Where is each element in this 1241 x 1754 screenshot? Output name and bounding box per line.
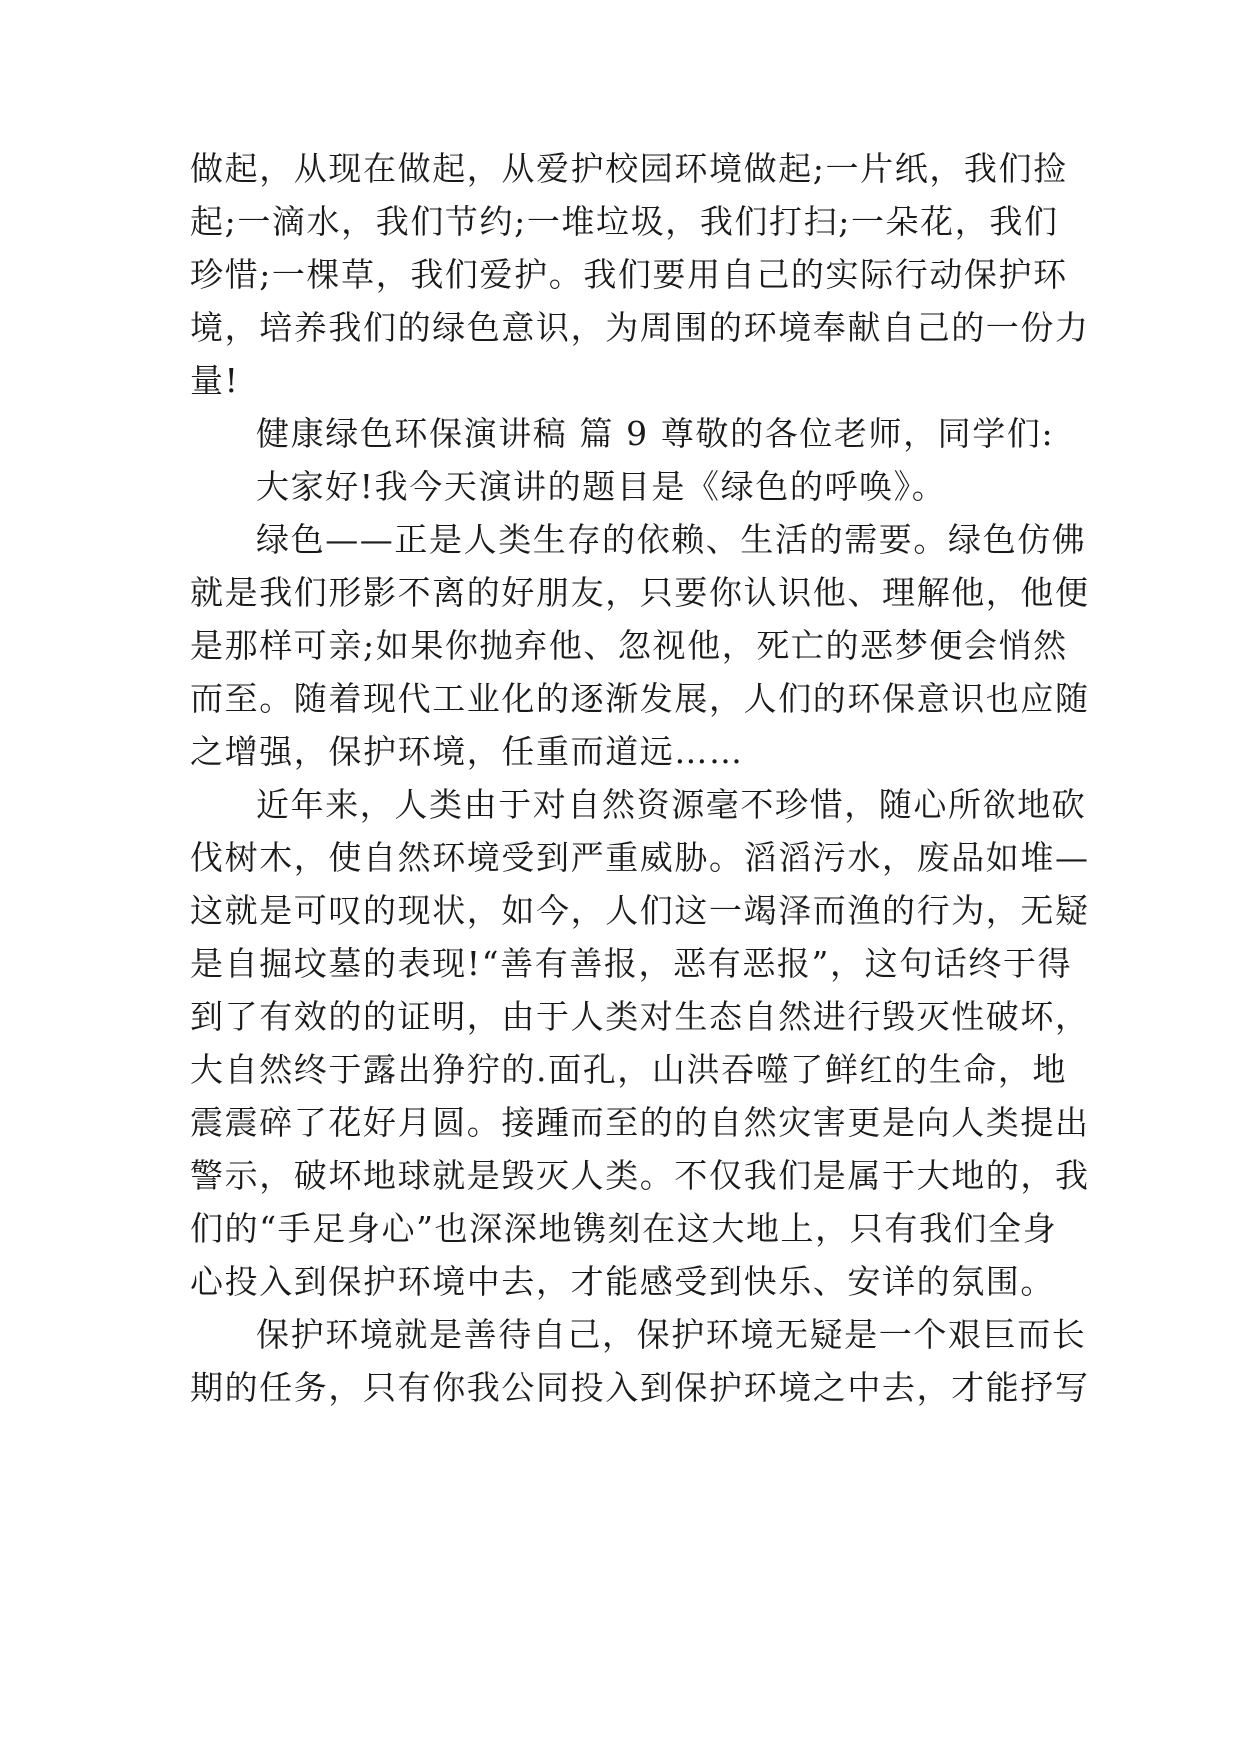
text-line: 到了有效的的证明，由于人类对生态自然进行毁灭性破坏，	[190, 997, 1090, 1036]
text-line: 而至。随着现代工业化的逐渐发展，人们的环保意识也应随	[190, 679, 1090, 718]
text-line: 起;一滴水，我们节约;一堆垃圾，我们打扫;一朵花，我们	[190, 202, 1059, 241]
text-line: 境，培养我们的绿色意识，为周围的环境奉献自己的一份力	[190, 308, 1090, 347]
text-line: 珍惜;一棵草，我们爱护。我们要用自己的实际行动保护环	[190, 255, 1068, 294]
text-line: 近年来，人类由于对自然资源毫不珍惜，随心所欲地砍	[256, 785, 1087, 824]
text-line: 大自然终于露出狰狞的.面孔，山洪吞噬了鲜红的生命，地	[190, 1050, 1068, 1089]
text-line: 做起，从现在做起，从爱护校园环境做起;一片纸，我们捡	[190, 149, 1068, 188]
text-line: 这就是可叹的现状，如今，人们这一竭泽而渔的行为，无疑	[190, 891, 1090, 930]
text-line: 期的任务，只有你我公同投入到保护环境之中去，才能抒写	[190, 1368, 1090, 1407]
text-line: 们的“手足身心”也深深地镌刻在这大地上，只有我们全身	[190, 1209, 1058, 1248]
text-line: 就是我们形影不离的好朋友，只要你认识他、理解他，他便	[190, 573, 1090, 612]
text-line: 震震碎了花好月圆。接踵而至的的自然灾害更是向人类提出	[190, 1103, 1090, 1142]
text-line: 之增强，保护环境，任重而道远……	[190, 732, 744, 771]
text-line: 是自掘坟墓的表现!“善有善报，恶有恶报”，这句话终于得	[190, 944, 1073, 983]
text-line: 伐树木，使自然环境受到严重威胁。滔滔污水，废品如堆—	[190, 838, 1090, 877]
text-line: 警示，破坏地球就是毁灭人类。不仅我们是属于大地的，我	[190, 1156, 1090, 1195]
text-line: 量!	[190, 361, 240, 400]
greeting-line: 大家好!我今天演讲的题目是《绿色的呼唤》。	[256, 467, 947, 506]
section-heading: 健康绿色环保演讲稿 篇 9 尊敬的各位老师，同学们:	[256, 414, 1055, 453]
text-line: 心投入到保护环境中去，才能感受到快乐、安详的氛围。	[190, 1262, 1055, 1301]
text-line: 保护环境就是善待自己，保护环境无疑是一个艰巨而长	[256, 1315, 1087, 1354]
text-line: 是那样可亲;如果你抛弃他、忽视他，死亡的恶梦便会悄然	[190, 626, 1068, 665]
text-line: 绿色——正是人类生存的依赖、生活的需要。绿色仿佛	[256, 520, 1087, 559]
